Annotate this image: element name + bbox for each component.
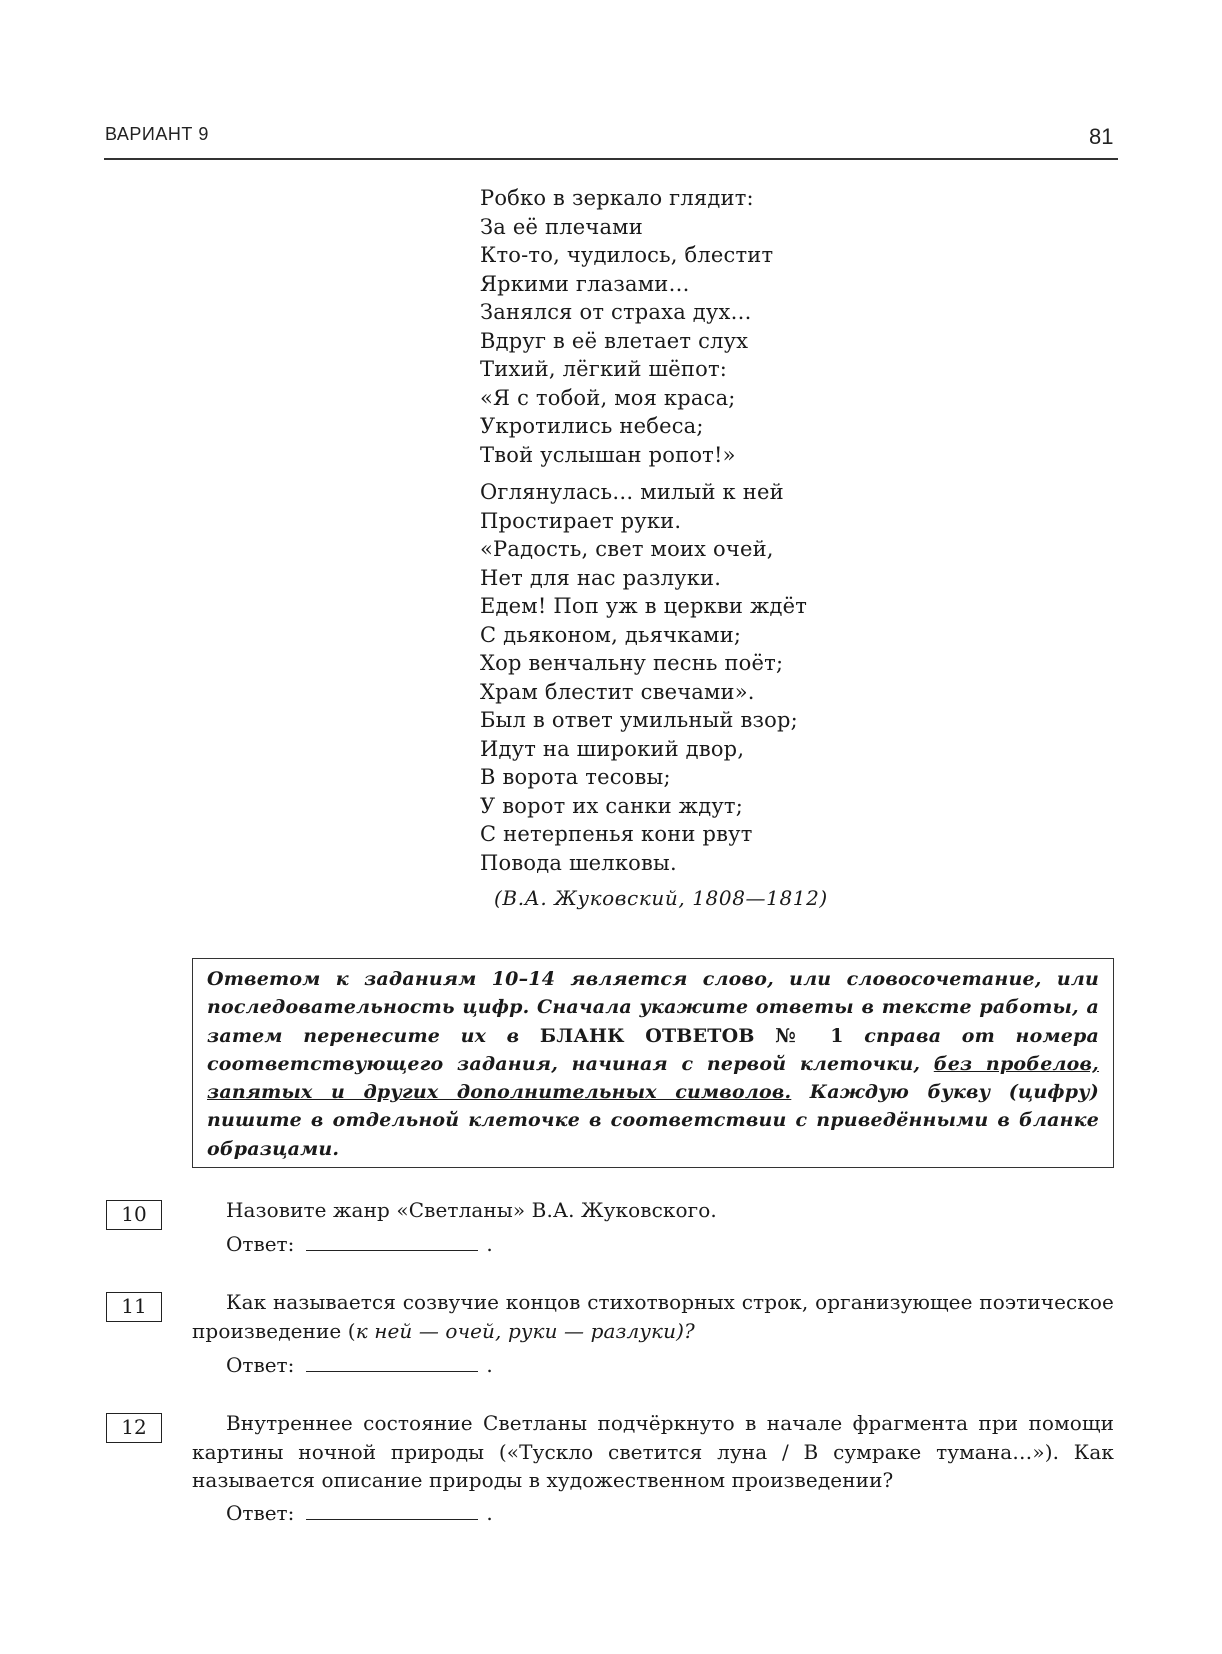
task-number-box: 12 [106, 1413, 162, 1443]
answer-line [226, 1501, 493, 1525]
page-number: 81 [1089, 124, 1114, 149]
task-number-box: 10 [106, 1200, 162, 1230]
answer-sheet-name: БЛАНК ОТВЕТОВ № 1 [539, 1024, 844, 1047]
answer-end: . [486, 1232, 493, 1256]
poem-stanza-1 [480, 184, 773, 469]
answer-field[interactable] [306, 1353, 478, 1372]
task-question [192, 1288, 1114, 1345]
answer-label: Ответ: [226, 1232, 295, 1256]
task-question: Внутреннее состояние Светланы подчёркнуто в начале фрагмента при помощи картины ночной природы («Тускло светится луна / В сумраке тумана…»). Как называется описание природы в художественном произведении? [192, 1411, 1114, 1492]
poem-line: За её плечами [480, 214, 643, 239]
poem-stanza-2 [480, 478, 807, 877]
poem-line: Был в ответ умильный взор; [480, 708, 798, 732]
poem-line: В ворота тесовы; [480, 765, 671, 789]
poem-line: Занялся от страха дух… [480, 300, 752, 324]
header-divider [104, 158, 1118, 160]
answer-end: . [486, 1501, 493, 1525]
poem-line: Твой услышан ропот!» [480, 442, 736, 467]
task-question: Назовите жанр «Светланы» В.А. Жуковского. [226, 1198, 717, 1222]
poem-line: С дьяконом, дьячками; [480, 622, 742, 647]
answer-line [226, 1232, 493, 1256]
answer-label: Ответ: [226, 1353, 295, 1377]
poem-line: Робко в зеркало глядит: [480, 186, 754, 210]
answer-field[interactable] [306, 1501, 478, 1520]
variant-label: ВАРИАНТ 9 [105, 124, 209, 144]
answer-label: Ответ: [226, 1501, 295, 1525]
poem-line: Храм блестит свечами». [480, 679, 755, 704]
answer-line [226, 1353, 493, 1377]
instruction-part-3: Каждую букву (цифру) пишите в отдельной клеточке в соответствии с приведёнными в бланке образцами. [207, 1081, 1099, 1160]
poem-line: Простирает руки. [480, 508, 682, 533]
task-question-example: к ней — очей, руки — разлуки [355, 1318, 677, 1343]
poem-line: Нет для нас разлуки. [480, 565, 722, 590]
poem-line: Хор венчальну песнь поёт; [480, 651, 784, 675]
poem-line: С нетерпенья кони рвут [480, 822, 753, 846]
answer-end: . [486, 1353, 493, 1377]
poem-line: У ворот их санки ждут; [480, 793, 743, 818]
task-number-box: 11 [106, 1292, 162, 1322]
poem-line: «Я с тобой, моя краса; [480, 385, 736, 410]
poem-line: Повода шелковы. [480, 850, 677, 875]
poem-attribution: (В.А. Жуковский, 1808—1812) [494, 886, 828, 910]
poem-line: Оглянулась… милый к ней [480, 480, 784, 504]
poem-line: Яркими глазами… [480, 271, 690, 296]
task-question-end: )? [676, 1318, 695, 1343]
poem-line: Кто-то, чудилось, блестит [480, 243, 774, 267]
poem-line: «Радость, свет моих очей, [480, 537, 774, 561]
poem-line: Едем! Поп уж в церкви ждёт [480, 594, 808, 618]
poem-line: Укротились небеса; [480, 414, 704, 438]
task-question-main: Как называется созвучие концов стихотворных строк, организующее поэтическое произведение ( [192, 1290, 1114, 1343]
poem-line: Вдруг в её влетает слух [480, 328, 749, 353]
instruction-part-2: справа от номера соответствующего задания, начиная с первой клеточки, [207, 1024, 1099, 1075]
poem-line: Тихий, лёгкий шёпот: [480, 357, 728, 381]
instruction-underlined: без пробелов, запятых и других дополнительных символов. [207, 1052, 1099, 1104]
answer-field[interactable] [306, 1232, 478, 1251]
instruction-text [207, 965, 1099, 1163]
instruction-box [192, 958, 1114, 1168]
poem-line: Идут на широкий двор, [480, 736, 745, 761]
instruction-part-1: Ответом к заданиям 10–14 является слово, или словосочетание, или последовательность цифр. Сначала укажите ответы в тексте работы, а затем перенесите их в [207, 968, 1099, 1047]
